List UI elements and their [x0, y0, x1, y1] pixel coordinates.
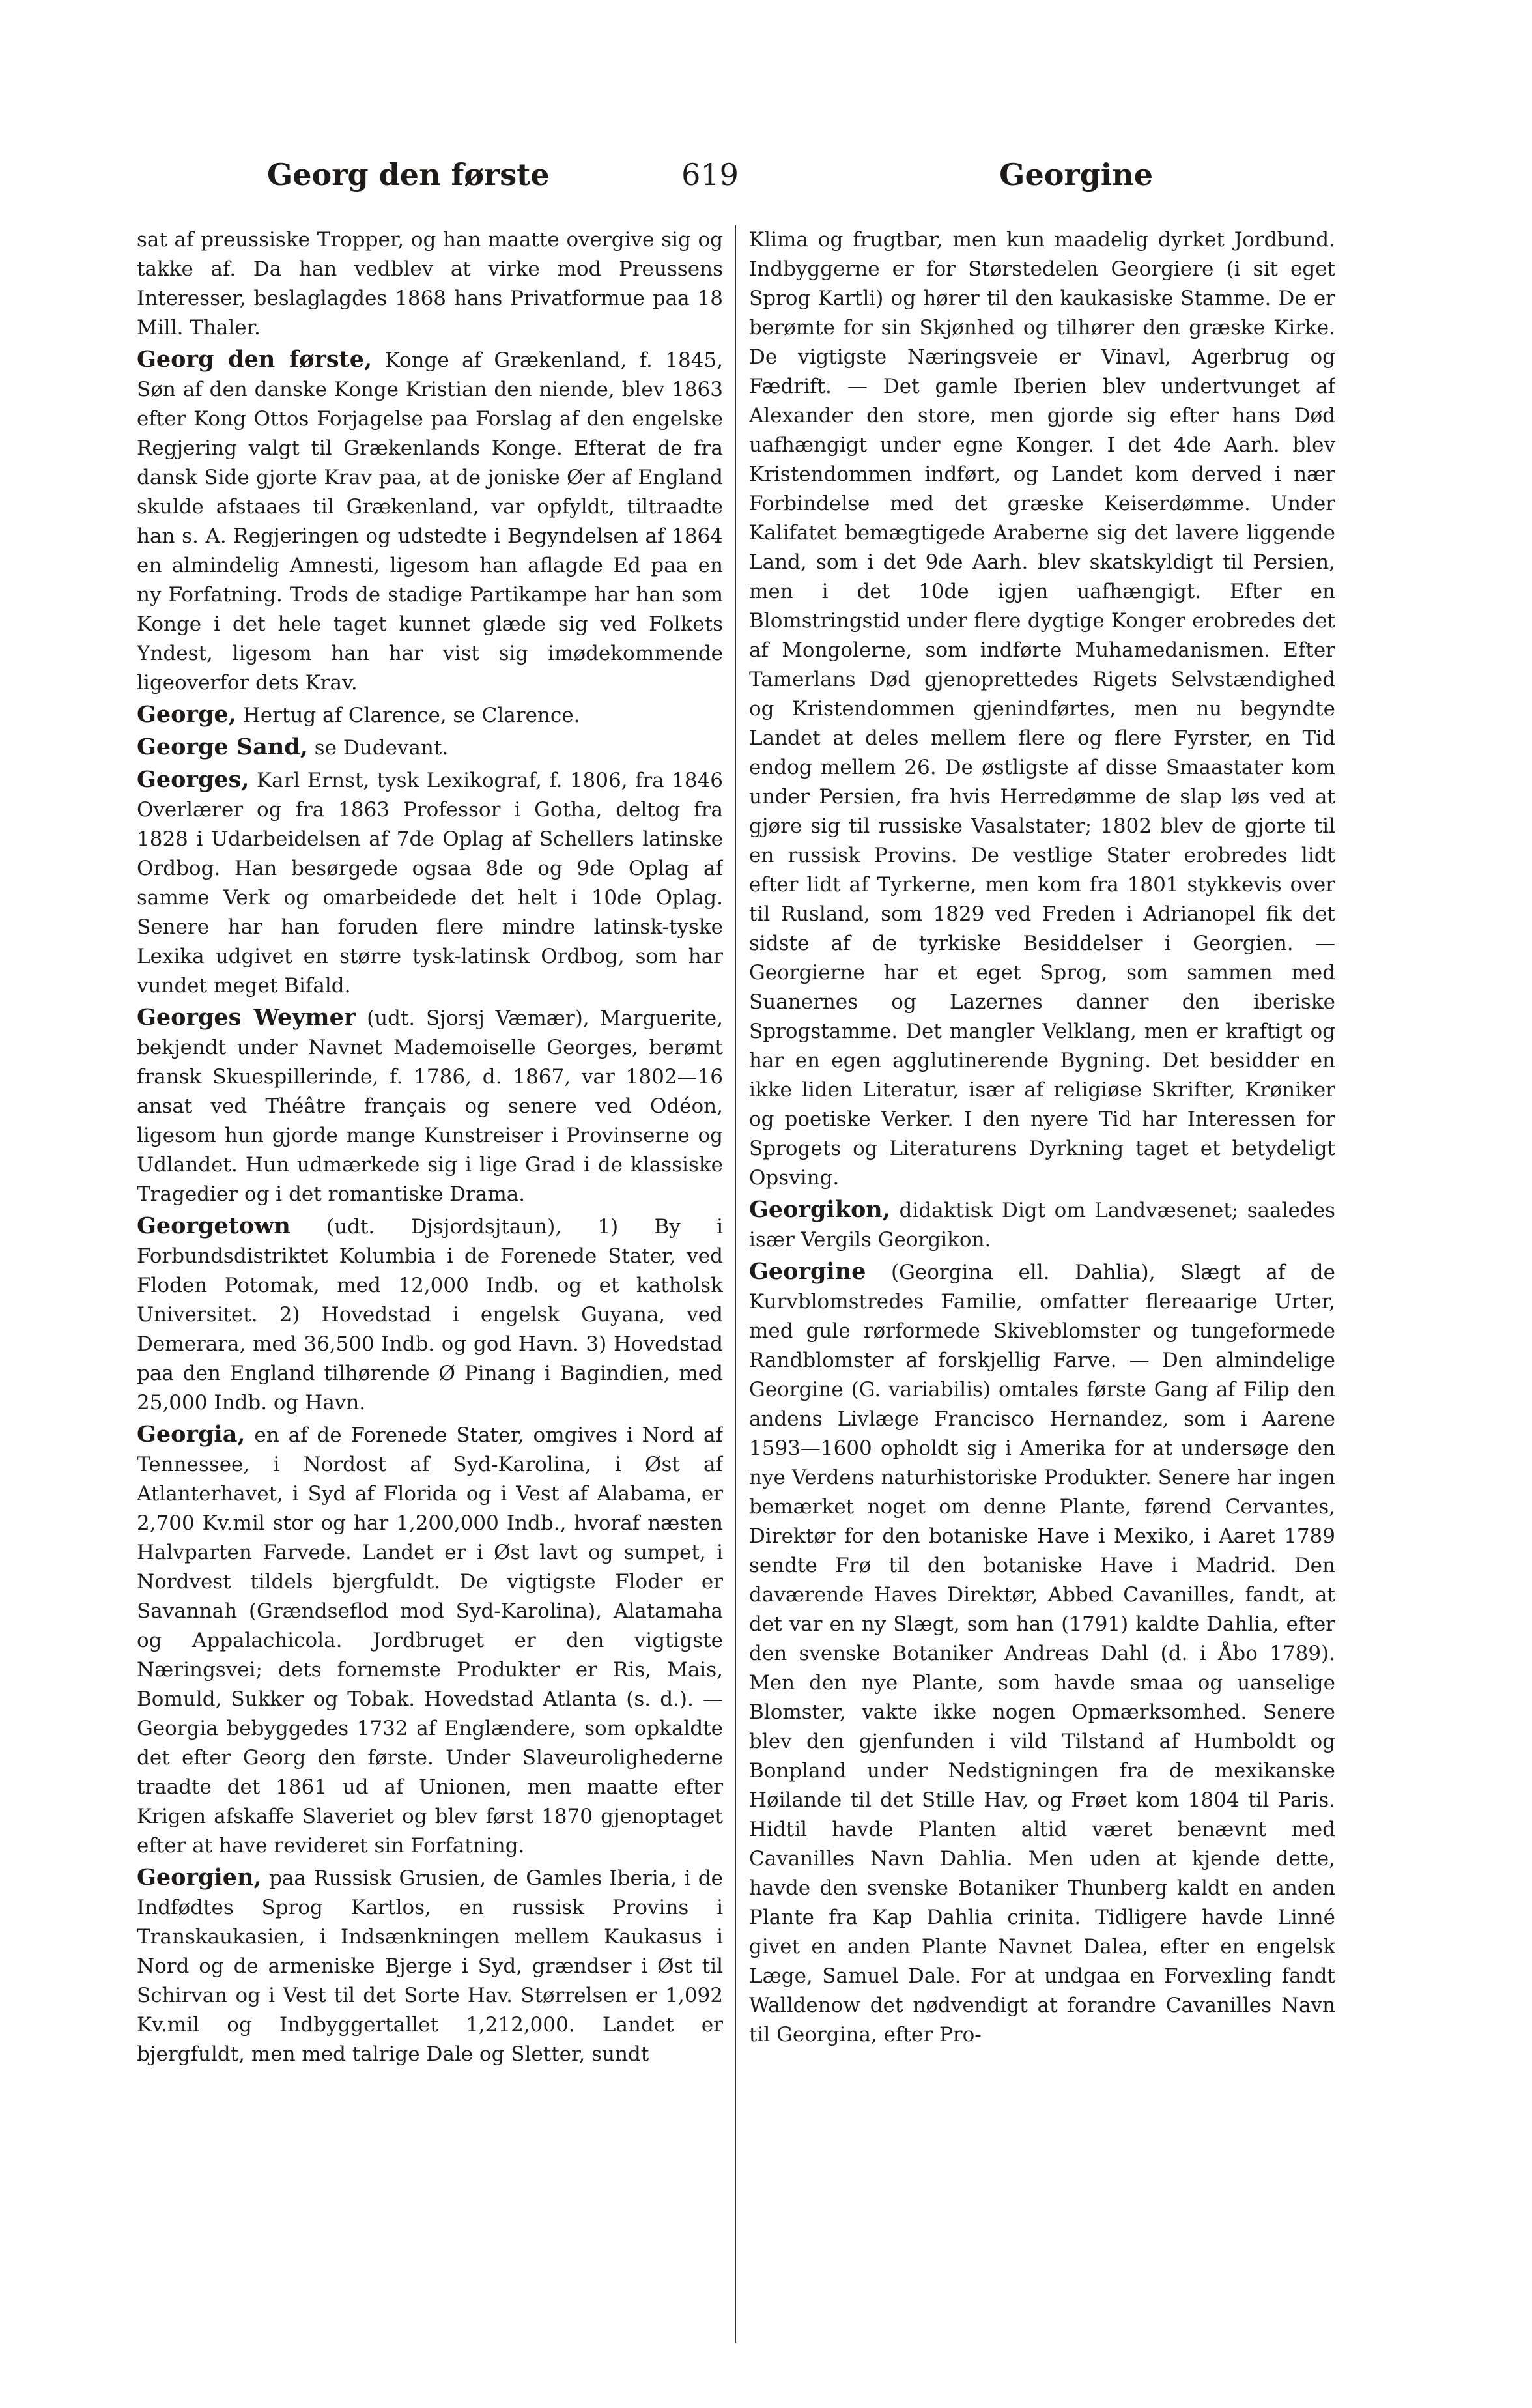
entry-text: (udt. Sjorsj Væmær), Marguerite, bekjendt under Navnet Mademoiselle Georges, berømt fransk Skuespillerinde, f. 1786, d. 1867, var 1802—16 ansat ved Théâtre français og senere ved Odéon, ligesom hun gjorde mange Kunstreiser i Provinserne og Udlandet. Hun udmærkede sig i lige Grad i de klassiske Tragedier og i det romantiske Drama.: [137, 1007, 723, 1206]
entry-continuation: [749, 225, 1335, 1193]
entry-headword: Georgikon,: [749, 1196, 890, 1223]
entry-headword: Georg den første,: [137, 346, 373, 373]
entry-text: (Georgina ell. Dahlia), Slægt af de Kurvblomstredes Familie, omfatter flereaarige Urter, med gule rørformede Skiveblomster og tungeformede Randblomster af forskjellig Farve. — Den almindelige Georgine (G. variabilis) omtales første Gang af Filip den andens Livlæge Francisco Hernandez, som i Aarene 1593—1600 opholdt sig i Amerika for at undersøge den nye Verdens naturhistoriske Produkter. Senere har ingen bemærket noget om denne Plante, førend Cervantes, Direktør for den botaniske Have i Mexiko, i Aaret 1789 sendte Frø til den botaniske Have i Madrid. Den daværende Haves Direktør, Abbed Cavanilles, fandt, at det var en ny Slægt, som han (1791) kaldte Dahlia, efter den svenske Botaniker Andreas Dahl (d. i Åbo 1789). Men den nye Plante, som havde smaa og uanselige Blomster, vakte ikke nogen Opmærksomhed. Senere blev den gjenfunden i vild Tilstand af Humboldt og Bonpland under Nedstigningen fra de mexikanske Høilande til det Stille Hav, og Frøet kom 1804 til Paris. Hidtil havde Planten altid været benævnt med Cavanilles Navn Dahlia. Men uden at kjende dette, havde den svenske Botaniker Thunberg kaldt en anden Plante fra Kap Dahlia crinita. Tidligere havde Linné givet en anden Plante Navnet Dalea, efter en engelsk Læge, Samuel Dale. For at undgaa en Forvexling fandt Walldenow det nødvendigt at forandre Cavanilles Navn til Georgina, efter Pro-: [749, 1261, 1335, 2046]
entry-georgia: [137, 1420, 723, 1861]
entry-georgien: [137, 1863, 723, 2069]
entry-headword: George Sand,: [137, 734, 308, 760]
entry-text: Hertug af Clarence, se Clarence.: [236, 704, 580, 727]
entry-text: se Dudevant.: [307, 736, 449, 760]
entry-text: Konge af Grækenland, f. 1845, Søn af den danske Konge Kristian den niende, blev 1863 efter Kong Ottos Forjagelse paa Forslag af den engelske Regjering valgt til Grækenlands Konge. Efterat de fra dansk Side gjorte Krav paa, at de joniske Øer af England skulde afstaaes til Grækenland, var opfyldt, tiltraadte han s. A. Regjeringen og udstedte i Begyndelsen af 1864 en almindelig Amnesti, ligesom han aflagde Ed paa en ny Forfatning. Trods de stadige Partikampe har han som Konge i det hele taget kunnet glæde sig ved Folkets Yndest, ligesom han har vist sig imødekommende ligeoverfor dets Krav.: [137, 349, 723, 695]
entry-georges-weymer: [137, 1003, 723, 1209]
entry-continuation: [137, 225, 723, 343]
header-left-running-head: Georg den første: [267, 157, 550, 192]
entry-headword: Georgetown: [137, 1212, 291, 1239]
entry-georgetown: [137, 1211, 723, 1418]
entry-text: didaktisk Digt om Landvæsenet; saaledes især Vergils Georgikon.: [749, 1199, 1335, 1252]
entry-george-sand: [137, 732, 723, 763]
entry-text: paa Russisk Grusien, de Gamles Iberia, i de Indfødtes Sprog Kartlos, en russisk Provins i Transkaukasien, i Indsænkningen mellem Kaukasus i Nord og de armeniske Bjerge i Syd, grændser i Øst til Schirvan og i Vest til det Sorte Hav. Størrelsen er 1,092 Kv.mil og Indbyggertallet 1,212,000. Landet er bjergfuldt, men med talrige Dale og Sletter, sundt: [137, 1867, 723, 2066]
entry-text: en af de Forenede Stater, omgives i Nord af Tennessee, i Nordost af Syd-Karolina, i Øst af Atlanterhavet, i Syd af Florida og i Vest af Alabama, er 2,700 Kv.mil stor og har 1,200,000 Indb., hvoraf næsten Halvparten Farvede. Landet er i Øst lavt og sumpet, i Nordvest tildels bjergfuldt. De vigtigste Floder er Savannah (Grændseflod mod Syd-Karolina), Alatamaha og Appalachicola. Jordbruget er den vigtigste Næringsvei; dets fornemste Produkter er Ris, Mais, Bomuld, Sukker og Tobak. Hovedstad Atlanta (s. d.). — Georgia bebyggedes 1732 af Englændere, som opkaldte det efter Georg den første. Under Slaveurolighederne traadte det 1861 ud af Unionen, men maatte efter Krigen afskaffe Slaveriet og blev først 1870 gjenoptaget efter at have revideret sin Forfatning.: [137, 1424, 723, 1857]
right-column: [749, 225, 1335, 2343]
entry-text: sat af preussiske Tropper, og han maatte overgive sig og takke af. Da han vedblev at virke mod Preussens Interesser, beslaglagdes 1868 hans Privatformue paa 18 Mill. Thaler.: [137, 228, 723, 339]
entry-headword: Georges,: [137, 766, 249, 793]
entry-georgine: [749, 1257, 1335, 2050]
entry-headword: George,: [137, 701, 236, 728]
entry-george: [137, 700, 723, 730]
page-number: 619: [681, 157, 739, 192]
left-column: [137, 225, 723, 2343]
entry-georg-den-forste: [137, 345, 723, 698]
entry-headword: Georgine: [749, 1258, 866, 1285]
entry-text: (udt. Djsjordsjtaun), 1) By i Forbundsdistriktet Kolumbia i de Forenede Stater, ved Floden Potomak, med 12,000 Indb. og et katholsk Universitet. 2) Hovedstad i engelsk Guyana, ved Demerara, med 36,500 Indb. og god Havn. 3) Hovedstad paa den England tilhørende Ø Pinang i Bagindien, med 25,000 Indb. og Havn.: [137, 1215, 723, 1414]
entry-headword: Georges Weymer: [137, 1004, 356, 1031]
column-divider: [735, 225, 736, 2343]
entry-georgikon: [749, 1195, 1335, 1255]
entry-text: Karl Ernst, tysk Lexikograf, f. 1806, fra 1846 Overlærer og fra 1863 Professor i Gotha, deltog fra 1828 i Udarbeidelsen af 7de Oplag af Schellers latinske Ordbog. Han besørgede ogsaa 8de og 9de Oplag af samme Verk og omarbeidede det helt i 10de Oplag. Senere har han foruden flere mindre latinsk-tyske Lexika udgivet en større tysk-latinsk Ordbog, som har vundet meget Bifald.: [137, 769, 723, 997]
header-right-running-head: Georgine: [999, 157, 1153, 192]
entry-georges: [137, 765, 723, 1001]
entry-headword: Georgia,: [137, 1421, 246, 1448]
page-header: [267, 149, 1153, 201]
entry-headword: Georgien,: [137, 1864, 262, 1891]
entry-text: Klima og frugtbar, men kun maadelig dyrket Jordbund. Indbyggerne er for Størstedelen Georgiere (i sit eget Sprog Kartli) og hører til den kaukasiske Stamme. De er berømte for sin Skjønhed og tilhører den græske Kirke. De vigtigste Næringsveie er Vinavl, Agerbrug og Fædrift. — Det gamle Iberien blev undertvunget af Alexander den store, men gjorde sig efter hans Død uafhængigt under egne Konger. I det 4de Aarh. blev Kristendommen indført, og Landet kom derved i nær Forbindelse med det græske Keiserdømme. Under Kalifatet bemægtigede Araberne sig det lavere liggende Land, som i det 9de Aarh. blev skatskyldigt til Persien, men i det 10de igjen uafhængigt. Efter en Blomstringstid under flere dygtige Konger erobredes det af Mongolerne, som indførte Muhamedanismen. Efter Tamerlans Død gjenoprettedes Rigets Selvstændighed og Kristendommen gjenindførtes, men nu begyndte Landet at deles mellem flere og flere Fyrster, en Tid endog mellem 26. De østligste af disse Smaastater kom under Persien, fra hvis Herredømme de slap løs ved at gjøre sig til russiske Vasalstater; 1802 blev de gjorte til en russisk Provins. De vestlige Stater erobredes lidt efter lidt af Tyrkerne, men kom fra 1801 stykkevis over til Rusland, som 1829 ved Freden i Adrianopel fik det sidste af de tyrkiske Besiddelser i Georgien. — Georgierne har et eget Sprog, som sammen med Suanernes og Lazernes danner den iberiske Sprogstamme. Det mangler Velklang, men er kraftigt og har en egen agglutinerende Bygning. Det besidder en ikke liden Literatur, især af religiøse Skrifter, Krøniker og poetiske Verker. I den nyere Tid har Interessen for Sprogets og Literaturens Dyrkning taget et betydeligt Opsving.: [749, 228, 1335, 1190]
